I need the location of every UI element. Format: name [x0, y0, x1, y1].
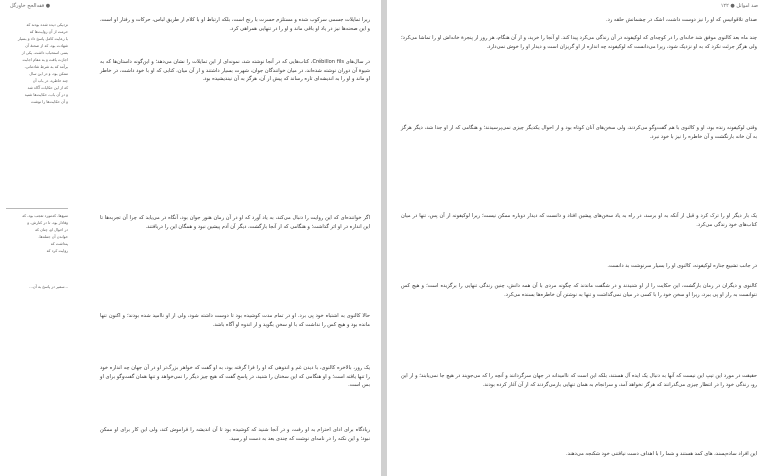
marginal-note: روایت کرد که: [46, 248, 68, 253]
paragraph: در جانب تشییع جنازه لوکیفونه، کالنوی او را بسیار سرنوشت بد دانست.: [607, 263, 757, 269]
paragraph: زیرا تمایلات جسمی سرکوب شده و مستلزم حسرت با رنج است، بلکه ارتباط او با کلام از طریق لباس، حرکات و رفتار او است، و این صحنه‌ها نیز در یاد او باقی ماند و او را در تنهایی همراهی کرد.: [100, 17, 370, 32]
left-page: [0, 0, 381, 476]
right-page: [387, 0, 768, 476]
marginal-note: شهادت بود، که از صحنهٔ آن: [25, 43, 68, 48]
marginal-note: چند خاطره، در باب آن: [32, 78, 68, 83]
marginal-note: ...سفیر در پاسخ به آن...: [29, 284, 68, 289]
paragraph: یک روز، بالاخره کالنوی، با دیدن غم و اندوهی که او را فرا گرفته بود، به او گفت که خواهر بزرگ‌تر او در آن جهان چه اندازه خود را تنها یافته است؛ و او هنگامی که این سخنان را شنید، در پاسخ گفت که هیچ چیز دیگر را نمی‌خواهد و تنها همان گفت‌وگو برای او بس است.: [100, 365, 370, 389]
right-page-header: صد امواتل ● ۱۲۲: [720, 3, 758, 9]
marginal-note: با رعایت کامل پاسخ داد و بسیار: [17, 36, 68, 41]
marginal-note: وفادار بود، تا در کنارش، و: [27, 220, 68, 225]
paragraph: یک بار دیگر او را ترک کرد و قبل از آنکه به او برسد، در راه به یاد سخن‌های پیشین افتاد و دانست که دیدار دوباره ممکن نیست؛ زیرا لوکیفونه از آن پس، تنها در میان کتاب‌های خود زندگی می‌کرد.: [401, 213, 757, 228]
paragraph: زیادگاه برای ادای احترام به او رفت، و در آنجا شنید که کوشیده بود تا آن اندیشه را فراموش کند، ولی این کار برای او ممکن نبود؛ و این نکته را در نامه‌ای نوشت که چندی بعد به دست او رسید.: [100, 427, 370, 442]
marginal-divider: [6, 208, 68, 209]
marginal-note: و در آن باب، حکایت‌ها شنید: [24, 92, 68, 97]
paragraph: کالنوی و دیگران در زمان بازگشت، این حکایت را از او شنیدند و در شگفت ماندند که چگونه مردی با آن همه دانش، چنین زندگی تنهایی را برگزیده است؛ و هیچ کس نتوانست به راز او پی ببرد، زیرا او سخن خود را با کسی در میان نمی‌گذاشت و تنها به نوشتن آن خاطره‌ها بسنده می‌کرد.: [401, 283, 757, 298]
left-page-header: ● فقه‌الحج خاورگل: [10, 3, 51, 9]
paragraph: صدای تلاقوانیس که او را نیز دوست داشت، اشک در چشمانش حلقه زد.: [605, 17, 757, 23]
marginal-note: پنداشت که: [50, 241, 68, 246]
marginal-note: اجازت یافت و به مقام اجابت: [22, 57, 68, 62]
marginal-note: و آن حکایت‌ها را نوشت: [31, 99, 68, 104]
paragraph: حالا کالنوی به اشتباه خود پی برد. او در تمام مدت کوشیده بود تا دوست داشته شود، ولی از او ناامید شده بودند؛ و اکنون تنها مانده بود و هیچ کس را نداشت که با او سخن بگوید و از اندوه او آگاه باشد.: [100, 313, 370, 328]
marginal-note: منبع‌ها، که‌مورد تعجب بود، که: [22, 213, 68, 218]
paragraph: این افراد ساده‌پسند، های کمد هستند و شما را با اهداف دست نیافتنی خود شکنجه می‌دهند.: [566, 451, 757, 457]
paragraph: اگر خواننده‌ای که این روایت را دنبال می‌کند، به یاد آورد که او در آن زمان هنوز جوان بود، آنگاه در می‌یابد که چرا آن تجربه‌ها تا این اندازه در او اثر گذاشت؛ و هنگامی که از آنجا بازگشت، دیگر آن آدم پیشین نبود و همگان این را دریافتند.: [100, 215, 370, 230]
marginal-note: ممکن بود، و در این سال: [29, 71, 68, 76]
marginal-note: که از این حکایات آگاه شد: [27, 85, 68, 90]
paragraph: وقتی لوکیفونه زنده بود، او و کالنوی با هم گفت‌وگو می‌کردند، ولی سخن‌های آنان کوتاه بود و از احوال یکدیگر چیزی نمی‌پرسیدند؛ و هنگامی که از او جدا شد، دیگر هرگز به آن خانه بازنگشت و آن خاطره را نیز با خود نبرد.: [401, 125, 757, 140]
paragraph: در سال‌های Crébillon fils، کتاب‌هایی که در آنجا نوشته شد، نمونه‌ای از این تمایلات را نشان می‌دهد؛ و این‌گونه داستان‌ها که به شیوهٔ آن دوران نوشته شده‌اند، در میان خوانندگان جوان، شهرت بسیار داشتند و از آن میان، کتابی که او با خود داشت، در خاطر او ماند و او را به اندیشه‌ای تازه رساند که پیش از آن، هرگز به آن نیندیشیده بود.: [100, 59, 370, 83]
paragraph: حقیقت در مورد این تیپ این نیست که آنها به دنبال یک ایده آل هستند، بلکه این است که ناامیدانه در جهان سرگردانند و آنچه را که می‌جویند در هیچ جا نمی‌یابند؛ و از این رو، زندگی خود را در انتظار چیزی می‌گذرانند که هرگز نخواهد آمد، و سرانجام به همان تنهایی بازمی‌گردند که از آن آغاز کرده بودند.: [401, 373, 757, 388]
marginal-note: نزدیکی دیده شده بودند که: [26, 22, 68, 27]
paragraph: چند ماه بعد کالنوی موفق شد خانه‌ای را در کوچه‌ای که لوکیفونه در آن زندگی می‌کرد پیدا کند. او آنجا را خرید، و از آن هنگام، هر روز از پنجرهٔ خانه‌اش او را تماشا می‌کرد؛ ولی هرگز جرئت نکرد که به او نزدیک شود، زیرا می‌دانست که لوکیفونه چه اندازه از او گریزان است و دیدار او را خوش نمی‌دارد.: [401, 35, 757, 50]
marginal-note: برآمد که به شرط شادمانی،: [24, 64, 68, 69]
marginal-note: بسی استحباب داشت، یکی از: [21, 50, 68, 55]
marginal-note: حرمت از آن روایت‌ها که: [29, 29, 68, 34]
marginal-note: خواندن آن جمله‌ها،: [38, 234, 68, 239]
marginal-note: در احوال او، چنان که: [35, 227, 68, 232]
